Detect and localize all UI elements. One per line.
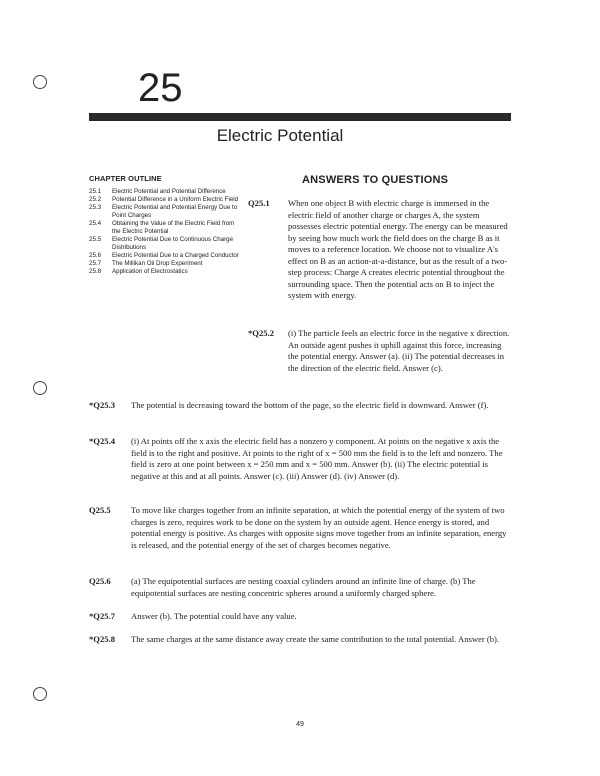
question-q25-5 bbox=[89, 505, 511, 551]
chapter-rule bbox=[89, 113, 511, 121]
outline-item-title: Application of Electrostatics bbox=[112, 268, 188, 275]
outline-heading: CHAPTER OUTLINE bbox=[89, 174, 162, 183]
chapter-title: Electric Potential bbox=[216, 126, 344, 145]
question-answer: Answer (b). The potential could have any value. bbox=[131, 611, 297, 621]
binder-hole-top bbox=[33, 75, 47, 89]
question-q25-2 bbox=[248, 328, 511, 374]
outline-item-number: 25.3 bbox=[89, 204, 102, 211]
outline-item-title: Obtaining the Value of the Electric Field from the Electric Potential bbox=[112, 220, 235, 235]
answers-heading: ANSWERS TO QUESTIONS bbox=[302, 174, 449, 186]
question-label: *Q25.8 bbox=[89, 634, 116, 644]
outline-item bbox=[89, 196, 239, 204]
question-label: Q25.5 bbox=[89, 505, 111, 515]
question-label: *Q25.2 bbox=[248, 328, 275, 338]
outline-item-title: Electric Potential Due to a Charged Conductor bbox=[112, 252, 239, 259]
question-answer: (i) At points off the x axis the electric field has a nonzero y component. At points on the negative x axis the field is to the right and positive. At points to the right of x = 500 mm the field is to the left and nonzero. The field is zero at one point between x = 250 mm and x = 500 mm. Answer (b). (ii) The electric potential is negative at this and at all points. Answer (c). (iii) Answer (d). (iv) Answer (d). bbox=[131, 436, 503, 481]
outline-item bbox=[89, 252, 239, 260]
question-q25-8 bbox=[89, 634, 511, 646]
question-label: Q25.1 bbox=[248, 198, 270, 208]
outline-item-number: 25.4 bbox=[89, 220, 102, 227]
outline-item bbox=[89, 260, 239, 268]
question-q25-4 bbox=[89, 436, 511, 482]
question-label: *Q25.7 bbox=[89, 611, 116, 621]
outline-item-number: 25.2 bbox=[89, 196, 102, 203]
page-number: 49 bbox=[296, 721, 304, 728]
question-q25-3 bbox=[89, 400, 511, 412]
question-answer: To move like charges together from an infinite separation, at which the potential energy of the system of two charges is zero, requires work to be done on the system by an outside agent. Hence energy is stored, and potential energy is positive. As charges with opposite signs move together from an infinite separation, energy is released, and the potential energy of the set of charges becomes negative. bbox=[131, 505, 507, 550]
question-answer: (a) The equipotential surfaces are nesting coaxial cylinders around an infinite line of charge. (b) The equipotential surfaces are nesting concentric spheres around a uniformly charged sphere. bbox=[131, 576, 476, 598]
question-label: Q25.6 bbox=[89, 576, 111, 586]
outline-item-title: Potential Difference in a Uniform Electric Field bbox=[112, 196, 239, 203]
question-answer: The same charges at the same distance away create the same contribution to the total potential. Answer (b). bbox=[131, 634, 500, 644]
outline-item-number: 25.5 bbox=[89, 236, 102, 243]
question-answer: The potential is decreasing toward the bottom of the page, so the electric field is downward. Answer (f). bbox=[131, 400, 489, 410]
outline-item bbox=[89, 204, 239, 220]
binder-hole-middle bbox=[33, 381, 47, 395]
question-label: *Q25.3 bbox=[89, 400, 116, 410]
outline-item-number: 25.6 bbox=[89, 252, 102, 259]
question-answer: (i) The particle feels an electric force in the negative x direction. An outside agent pushes it uphill against this force, increasing the potential energy. Answer (a). (ii) The potential decreases in the direction of the electric field. Answer (c). bbox=[288, 328, 510, 373]
outline-item-number: 25.1 bbox=[89, 188, 102, 195]
outline-item bbox=[89, 188, 239, 196]
outline-item bbox=[89, 220, 239, 236]
outline-list bbox=[89, 188, 239, 276]
outline-item-title: Electric Potential and Potential Difference bbox=[112, 188, 226, 195]
outline-item-number: 25.7 bbox=[89, 260, 102, 267]
outline-item-number: 25.8 bbox=[89, 268, 102, 275]
binder-hole-bottom bbox=[33, 687, 47, 701]
outline-item bbox=[89, 236, 239, 252]
question-q25-1 bbox=[248, 198, 511, 302]
chapter-outline bbox=[89, 174, 239, 276]
question-answer: When one object B with electric charge is immersed in the electric field of another charge or charges A, the system possesses electric potential energy. The energy can be measured by seeing how much work the field does on the charge B as it moves to a reference location. We choose not to visualize A's effect on B as an action-at-a-distance, but as the result of a two-step process: Charge A creates electric potential throughout the surrounding space. Then the potential acts on B to inject the system with energy. bbox=[288, 198, 508, 300]
question-label: *Q25.4 bbox=[89, 436, 116, 446]
question-q25-6 bbox=[89, 576, 511, 599]
chapter-number: 25 bbox=[138, 66, 183, 110]
outline-item-title: Electric Potential and Potential Energy Due to Point Charges bbox=[112, 204, 238, 219]
outline-item bbox=[89, 268, 239, 276]
question-q25-7 bbox=[89, 611, 511, 623]
outline-item-title: Electric Potential Due to Continuous Charge Distributions bbox=[112, 236, 234, 251]
outline-item-title: The Millikan Oil Drop Experiment bbox=[112, 260, 203, 267]
